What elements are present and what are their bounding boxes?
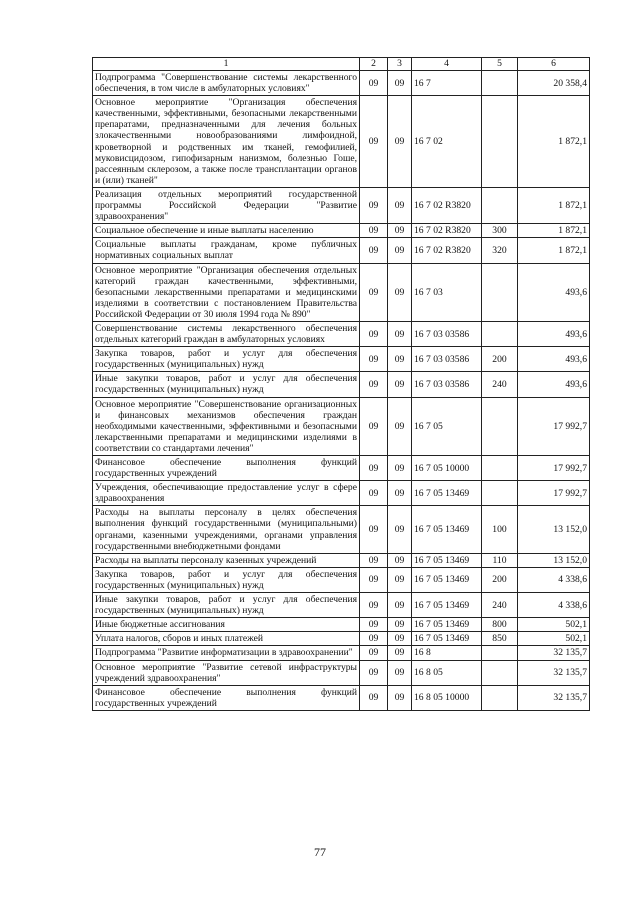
row-section-cell: 09 <box>360 618 388 632</box>
table-row <box>93 646 590 660</box>
row-section-cell: 09 <box>360 685 388 710</box>
row-subsection-cell: 09 <box>388 187 412 223</box>
row-subsection-cell: 09 <box>388 646 412 660</box>
row-name-cell: Основное мероприятие "Развитие сетевой инфраструктуры учреждений здравоохранения" <box>93 660 360 685</box>
row-amount-cell: 17 992,7 <box>518 456 590 481</box>
row-subsection-cell: 09 <box>388 660 412 685</box>
row-expense-type-cell <box>482 646 518 660</box>
row-name-cell: Учреждения, обеспечивающие предоставление услуг в сфере здравоохранения <box>93 481 360 506</box>
row-subsection-cell: 09 <box>388 506 412 553</box>
row-target-code-cell: 16 7 <box>412 71 482 96</box>
row-name-cell: Закупка товаров, работ и услуг для обеспечения государственных (муниципальных) нужд <box>93 347 360 372</box>
row-section-cell: 09 <box>360 238 388 263</box>
row-name-cell: Финансовое обеспечение выполнения функций государственных учреждений <box>93 685 360 710</box>
table-row <box>93 372 590 397</box>
row-name-cell: Подпрограмма "Совершенствование системы лекарственного обеспечения, в том числе в амбулаторных условиях" <box>93 71 360 96</box>
row-target-code-cell: 16 7 02 R3820 <box>412 224 482 238</box>
row-section-cell: 09 <box>360 347 388 372</box>
table-row <box>93 224 590 238</box>
row-target-code-cell: 16 7 05 13469 <box>412 632 482 646</box>
row-name-cell: Расходы на выплаты персоналу в целях обеспечения выполнения функций государственными (муниципальными) органами, казенными учреждениями, органами управления государственными внебюджетными фондами <box>93 506 360 553</box>
row-name-cell: Совершенствование системы лекарственного обеспечения отдельных категорий граждан в амбулаторных условиях <box>93 321 360 346</box>
row-target-code-cell: 16 7 05 13469 <box>412 506 482 553</box>
row-name-cell: Финансовое обеспечение выполнения функций государственных учреждений <box>93 456 360 481</box>
row-amount-cell: 493,6 <box>518 321 590 346</box>
row-subsection-cell: 09 <box>388 456 412 481</box>
row-subsection-cell: 09 <box>388 632 412 646</box>
row-name-cell: Реализация отдельных мероприятий государственной программы Российской Федерации "Развитие здравоохранения" <box>93 187 360 223</box>
table-row <box>93 618 590 632</box>
row-amount-cell: 32 135,7 <box>518 660 590 685</box>
row-subsection-cell: 09 <box>388 685 412 710</box>
row-amount-cell: 1 872,1 <box>518 187 590 223</box>
row-amount-cell: 4 338,6 <box>518 567 590 592</box>
row-name-cell: Расходы на выплаты персоналу казенных учреждений <box>93 553 360 567</box>
row-section-cell: 09 <box>360 397 388 455</box>
row-expense-type-cell <box>482 660 518 685</box>
row-expense-type-cell <box>482 481 518 506</box>
row-name-cell: Основное мероприятие "Совершенствование организационных и финансовых механизмов обеспечения граждан необходимыми качественными, эффективными и безопасными лекарственными препаратами и медицинскими изделиями в соответствии со стандартами лечения" <box>93 397 360 455</box>
row-name-cell: Закупка товаров, работ и услуг для обеспечения государственных (муниципальных) нужд <box>93 567 360 592</box>
row-name-cell: Подпрограмма "Развитие информатизации в здравоохранении" <box>93 646 360 660</box>
row-section-cell: 09 <box>360 646 388 660</box>
table-row <box>93 632 590 646</box>
row-section-cell: 09 <box>360 96 388 188</box>
row-target-code-cell: 16 7 02 R3820 <box>412 238 482 263</box>
table-header-row <box>93 58 590 71</box>
column-header-4: 4 <box>412 58 482 71</box>
row-subsection-cell: 09 <box>388 593 412 618</box>
row-target-code-cell: 16 7 05 13469 <box>412 593 482 618</box>
row-target-code-cell: 16 7 03 <box>412 263 482 321</box>
table-row <box>93 593 590 618</box>
table-row <box>93 456 590 481</box>
row-subsection-cell: 09 <box>388 321 412 346</box>
row-target-code-cell: 16 7 05 13469 <box>412 618 482 632</box>
row-subsection-cell: 09 <box>388 553 412 567</box>
row-target-code-cell: 16 7 05 <box>412 397 482 455</box>
row-amount-cell: 20 358,4 <box>518 71 590 96</box>
row-target-code-cell: 16 8 05 10000 <box>412 685 482 710</box>
row-expense-type-cell: 850 <box>482 632 518 646</box>
row-expense-type-cell <box>482 456 518 481</box>
row-subsection-cell: 09 <box>388 71 412 96</box>
row-amount-cell: 493,6 <box>518 372 590 397</box>
row-section-cell: 09 <box>360 632 388 646</box>
row-subsection-cell: 09 <box>388 618 412 632</box>
row-name-cell: Основное мероприятие "Организация обеспечения отдельных категорий граждан качественными, эффективными, безопасными лекарственными препаратами и медицинскими изделиями в соответствии с постановлением Правительства Российской Федерации от 30 июля 1994 года № 890" <box>93 263 360 321</box>
row-subsection-cell: 09 <box>388 372 412 397</box>
column-header-3: 3 <box>388 58 412 71</box>
row-subsection-cell: 09 <box>388 567 412 592</box>
table-row <box>93 347 590 372</box>
row-subsection-cell: 09 <box>388 224 412 238</box>
row-subsection-cell: 09 <box>388 481 412 506</box>
table-row <box>93 71 590 96</box>
row-target-code-cell: 16 7 02 <box>412 96 482 188</box>
row-amount-cell: 1 872,1 <box>518 238 590 263</box>
row-amount-cell: 502,1 <box>518 632 590 646</box>
row-expense-type-cell: 200 <box>482 347 518 372</box>
row-target-code-cell: 16 7 03 03586 <box>412 347 482 372</box>
row-target-code-cell: 16 7 05 13469 <box>412 481 482 506</box>
row-expense-type-cell <box>482 187 518 223</box>
table-row <box>93 321 590 346</box>
row-name-cell: Основное мероприятие "Организация обеспечения качественными, эффективными, безопасными лекарственными препаратами, предназначенными для лечения больных злокачественными новообразованиями лимфоидной, кроветворной и родственных им тканей, гемофилией, муковисцидозом, гипофизарным нанизмом, болезнью Гоше, рассеянным склерозом, а также после трансплантации органов и (или) тканей" <box>93 96 360 188</box>
row-section-cell: 09 <box>360 224 388 238</box>
row-expense-type-cell: 240 <box>482 593 518 618</box>
row-expense-type-cell: 240 <box>482 372 518 397</box>
row-expense-type-cell <box>482 321 518 346</box>
page-number: 77 <box>314 845 326 859</box>
row-name-cell: Социальное обеспечение и иные выплаты населению <box>93 224 360 238</box>
row-expense-type-cell: 110 <box>482 553 518 567</box>
row-subsection-cell: 09 <box>388 238 412 263</box>
row-target-code-cell: 16 7 03 03586 <box>412 372 482 397</box>
row-amount-cell: 13 152,0 <box>518 506 590 553</box>
row-name-cell: Уплата налогов, сборов и иных платежей <box>93 632 360 646</box>
row-name-cell: Иные закупки товаров, работ и услуг для обеспечения государственных (муниципальных) нужд <box>93 372 360 397</box>
row-expense-type-cell: 200 <box>482 567 518 592</box>
row-section-cell: 09 <box>360 553 388 567</box>
column-header-1: 1 <box>93 58 360 71</box>
row-section-cell: 09 <box>360 321 388 346</box>
row-section-cell: 09 <box>360 567 388 592</box>
budget-table <box>92 57 590 711</box>
row-section-cell: 09 <box>360 71 388 96</box>
table-row <box>93 660 590 685</box>
row-amount-cell: 17 992,7 <box>518 481 590 506</box>
row-amount-cell: 4 338,6 <box>518 593 590 618</box>
row-subsection-cell: 09 <box>388 347 412 372</box>
row-expense-type-cell <box>482 96 518 188</box>
row-amount-cell: 502,1 <box>518 618 590 632</box>
column-header-2: 2 <box>360 58 388 71</box>
row-amount-cell: 493,6 <box>518 263 590 321</box>
row-section-cell: 09 <box>360 456 388 481</box>
row-target-code-cell: 16 7 05 10000 <box>412 456 482 481</box>
row-expense-type-cell: 320 <box>482 238 518 263</box>
row-target-code-cell: 16 7 05 13469 <box>412 567 482 592</box>
table-row <box>93 397 590 455</box>
row-section-cell: 09 <box>360 481 388 506</box>
table-row <box>93 187 590 223</box>
column-header-6: 6 <box>518 58 590 71</box>
row-amount-cell: 17 992,7 <box>518 397 590 455</box>
row-target-code-cell: 16 8 05 <box>412 660 482 685</box>
row-expense-type-cell <box>482 397 518 455</box>
row-subsection-cell: 09 <box>388 263 412 321</box>
row-section-cell: 09 <box>360 263 388 321</box>
row-name-cell: Иные бюджетные ассигнования <box>93 618 360 632</box>
row-amount-cell: 1 872,1 <box>518 96 590 188</box>
row-target-code-cell: 16 7 05 13469 <box>412 553 482 567</box>
row-subsection-cell: 09 <box>388 397 412 455</box>
row-amount-cell: 13 152,0 <box>518 553 590 567</box>
table-row <box>93 567 590 592</box>
row-name-cell: Социальные выплаты гражданам, кроме публичных нормативных социальных выплат <box>93 238 360 263</box>
row-expense-type-cell <box>482 685 518 710</box>
table-row <box>93 553 590 567</box>
row-subsection-cell: 09 <box>388 96 412 188</box>
table-row <box>93 96 590 188</box>
row-section-cell: 09 <box>360 506 388 553</box>
row-expense-type-cell <box>482 263 518 321</box>
table-row <box>93 685 590 710</box>
row-section-cell: 09 <box>360 187 388 223</box>
row-section-cell: 09 <box>360 372 388 397</box>
row-expense-type-cell: 300 <box>482 224 518 238</box>
column-header-5: 5 <box>482 58 518 71</box>
row-section-cell: 09 <box>360 593 388 618</box>
table-row <box>93 238 590 263</box>
table-row <box>93 263 590 321</box>
row-amount-cell: 493,6 <box>518 347 590 372</box>
row-amount-cell: 32 135,7 <box>518 685 590 710</box>
row-target-code-cell: 16 8 <box>412 646 482 660</box>
row-expense-type-cell <box>482 71 518 96</box>
table-body <box>93 71 590 711</box>
table-row <box>93 506 590 553</box>
row-amount-cell: 1 872,1 <box>518 224 590 238</box>
row-expense-type-cell: 100 <box>482 506 518 553</box>
row-expense-type-cell: 800 <box>482 618 518 632</box>
table-row <box>93 481 590 506</box>
row-target-code-cell: 16 7 02 R3820 <box>412 187 482 223</box>
row-target-code-cell: 16 7 03 03586 <box>412 321 482 346</box>
row-amount-cell: 32 135,7 <box>518 646 590 660</box>
row-name-cell: Иные закупки товаров, работ и услуг для обеспечения государственных (муниципальных) нужд <box>93 593 360 618</box>
row-section-cell: 09 <box>360 660 388 685</box>
